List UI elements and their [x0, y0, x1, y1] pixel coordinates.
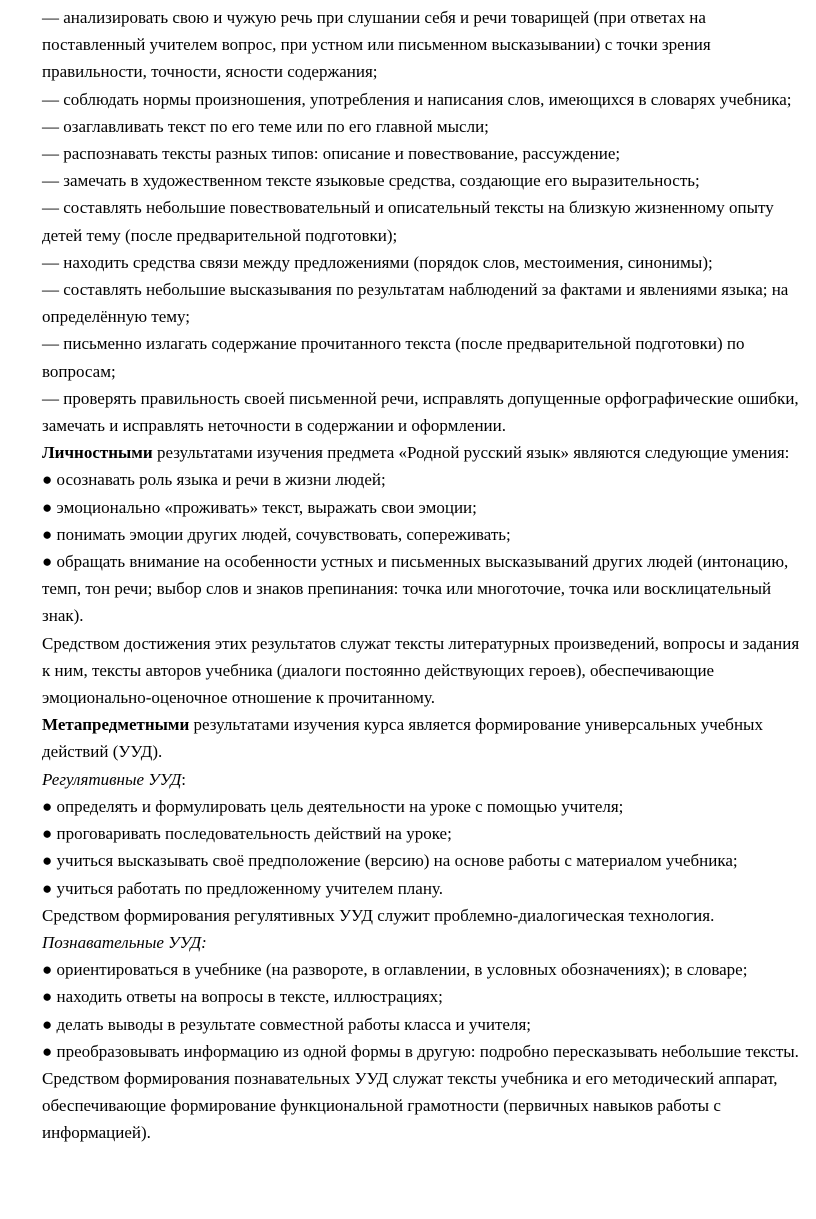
cognitive-bullet: ● преобразовывать информацию из одной формы в другую: подробно пересказывать небольшие тексты.: [42, 1041, 799, 1061]
meta-results-intro: [42, 711, 802, 765]
regulative-heading-colon: :: [181, 769, 186, 789]
personal-bullet: ● осознавать роль языка и речи в жизни людей;: [42, 470, 386, 490]
dash-item-check-writing: — проверять правильность своей письменной речи, исправлять допущенные орфографические ошибки, замечать и исправлять неточности в содержании и оформлении.: [42, 388, 799, 436]
regulative-heading-text: Регулятивные УУД: [42, 769, 182, 789]
regulative-bullet: ● проговаривать последовательность действий на уроке;: [42, 824, 452, 844]
regulative-bullet: ● учиться высказывать своё предположение (версию) на основе работы с материалом учебника;: [42, 851, 738, 871]
regulative-heading: [42, 766, 802, 793]
dash-item-retell: — письменно излагать содержание прочитанного текста (после предварительной подготовки) по вопросам;: [42, 334, 745, 381]
personal-results-bold: Личностными: [42, 443, 153, 463]
personal-means-paragraph: Средством достижения этих результатов служат тексты литературных произведений, вопросы и задания к ним, тексты авторов учебника (диалоги постоянно действующих героев), обеспечивающие эмоционально-оценочное отношение к прочитанному.: [42, 633, 800, 708]
dash-item-analyze-speech: — анализировать свою и чужую речь при слушании себя и речи товарищей (при ответах на поставленный учителем вопрос, при устном или письменном высказывании) с точки зрения правильности, точности, ясности содержания;: [42, 8, 711, 82]
cognitive-heading: Познавательные УУД:: [42, 932, 207, 952]
regulative-means-paragraph: Средством формирования регулятивных УУД служит проблемно-диалогическая технология.: [42, 905, 715, 925]
meta-results-bold: Метапредметными: [42, 715, 190, 735]
dash-item-norms: — соблюдать нормы произношения, употребления и написания слов, имеющихся в словарях учебника;: [42, 89, 792, 109]
dash-item-statements: — составлять небольшие высказывания по результатам наблюдений за фактами и явлениями языка; на определённую тему;: [42, 280, 789, 327]
dash-item-links: — находить средства связи между предложениями (порядок слов, местоимения, синонимы);: [42, 252, 713, 272]
meta-results-rest: результатами изучения курса является формирование универсальных учебных действий (УУД).: [42, 715, 763, 762]
personal-bullet: ● обращать внимание на особенности устных и письменных высказываний других людей (интонацию, темп, тон речи; выбор слов и знаков препинания: точка или многоточие, точка или восклицательный знак).: [42, 552, 789, 626]
regulative-bullet: ● определять и формулировать цель деятельности на уроке с помощью учителя;: [42, 796, 624, 816]
personal-results-intro: [42, 439, 802, 466]
cognitive-means-paragraph: Средством формирования познавательных УУД служат тексты учебника и его методический аппарат, обеспечивающие формирование функциональной грамотности (первичных навыков работы с информацией).: [42, 1068, 778, 1143]
dash-item-language-means: — замечать в художественном тексте языковые средства, создающие его выразительность;: [42, 171, 700, 191]
dash-item-title-text: — озаглавливать текст по его теме или по его главной мысли;: [42, 116, 489, 136]
personal-results-rest: результатами изучения предмета «Родной русский язык» являются следующие умения:: [152, 443, 790, 463]
dash-item-text-types: — распознавать тексты разных типов: описание и повествование, рассуждение;: [42, 144, 621, 164]
cognitive-bullet: ● находить ответы на вопросы в тексте, иллюстрациях;: [42, 987, 443, 1007]
regulative-bullet: ● учиться работать по предложенному учителем плану.: [42, 878, 443, 898]
cognitive-bullet: ● ориентироваться в учебнике (на развороте, в оглавлении, в условных обозначениях); в словаре;: [42, 960, 748, 980]
cognitive-bullet: ● делать выводы в результате совместной работы класса и учителя;: [42, 1014, 531, 1034]
personal-bullet: ● эмоционально «проживать» текст, выражать свои эмоции;: [42, 497, 477, 517]
dash-item-compose-texts: — составлять небольшие повествовательный и описательный тексты на близкую жизненному опыту детей тему (после предварительной подготовки);: [42, 198, 774, 245]
personal-bullet: ● понимать эмоции других людей, сочувствовать, сопереживать;: [42, 524, 511, 544]
